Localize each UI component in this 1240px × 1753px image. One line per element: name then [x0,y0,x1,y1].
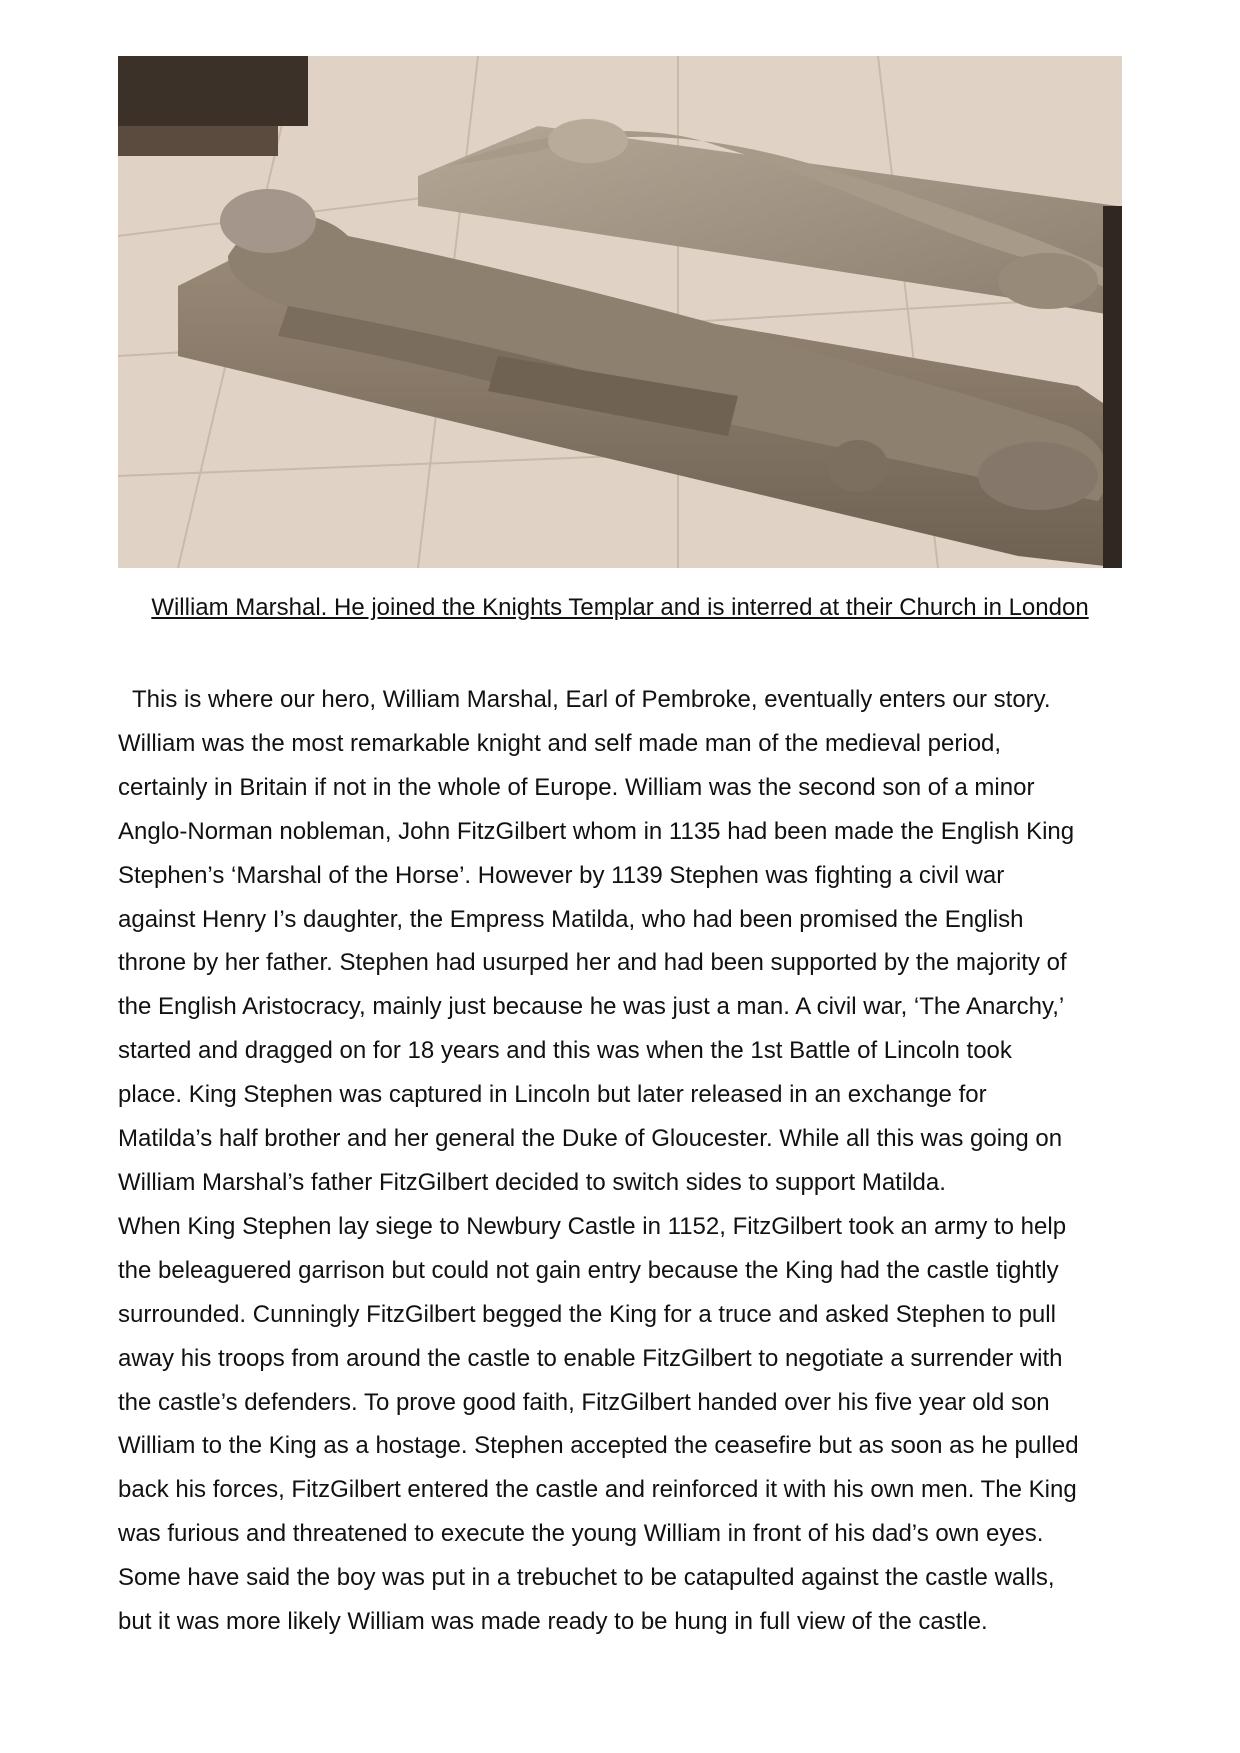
text-line: Stephen’s ‘Marshal of the Horse’. However by 1139 Stephen was fighting a civil war [118,861,1005,889]
text-line: was furious and threatened to execute the young William in front of his dad’s own eyes. [118,1520,1044,1548]
text-line: back his forces, FitzGilbert entered the castle and reinforced it with his own men. The King [118,1476,1077,1504]
effigy-photo-icon [118,56,1122,568]
paragraph-2 [118,1205,1128,1644]
text-line: the beleaguered garrison but could not gain entry because the King had the castle tightly [118,1256,1059,1284]
article-body [118,678,1128,1644]
text-line: the castle’s defenders. To prove good faith, FitzGilbert handed over his five year old son [118,1388,1050,1416]
text-line: away his troops from around the castle to enable FitzGilbert to negotiate a surrender with [118,1344,1063,1372]
effigy-photo [118,56,1122,568]
figure-caption: William Marshal. He joined the Knights Templar and is interred at their Church in London [151,594,1089,621]
text-line: the English Aristocracy, mainly just because he was just a man. A civil war, ‘The Anarchy,’ [118,993,1065,1021]
text-line: Matilda’s half brother and her general the Duke of Gloucester. While all this was going on [118,1125,1063,1153]
paragraph-1 [118,678,1128,1205]
text-line: William to the King as a hostage. Stephen accepted the ceasefire but as soon as he pulled [118,1432,1079,1460]
text-line: William Marshal’s father FitzGilbert decided to switch sides to support Matilda. [118,1168,946,1196]
text-line: against Henry I’s daughter, the Empress Matilda, who had been promised the English [118,905,1024,933]
text-line: certainly in Britain if not in the whole of Europe. William was the second son of a minor [118,773,1035,801]
text-line: Some have said the boy was put in a trebuchet to be catapulted against the castle walls, [118,1564,1055,1592]
text-line: started and dragged on for 18 years and this was when the 1st Battle of Lincoln took [118,1037,1012,1065]
text-line: Anglo-Norman nobleman, John FitzGilbert whom in 1135 had been made the English King [118,817,1075,845]
text-line: but it was more likely William was made ready to be hung in full view of the castle. [118,1608,988,1636]
text-line: This is where our hero, William Marshal, Earl of Pembroke, eventually enters our story. [132,686,1051,713]
text-line: surrounded. Cunningly FitzGilbert begged the King for a truce and asked Stephen to pull [118,1300,1056,1328]
text-line: When King Stephen lay siege to Newbury Castle in 1152, FitzGilbert took an army to help [118,1212,1067,1240]
text-line: place. King Stephen was captured in Lincoln but later released in an exchange for [118,1081,987,1109]
text-line: throne by her father. Stephen had usurped her and had been supported by the majority of [118,949,1067,977]
text-line: William was the most remarkable knight and self made man of the medieval period, [118,729,1002,757]
